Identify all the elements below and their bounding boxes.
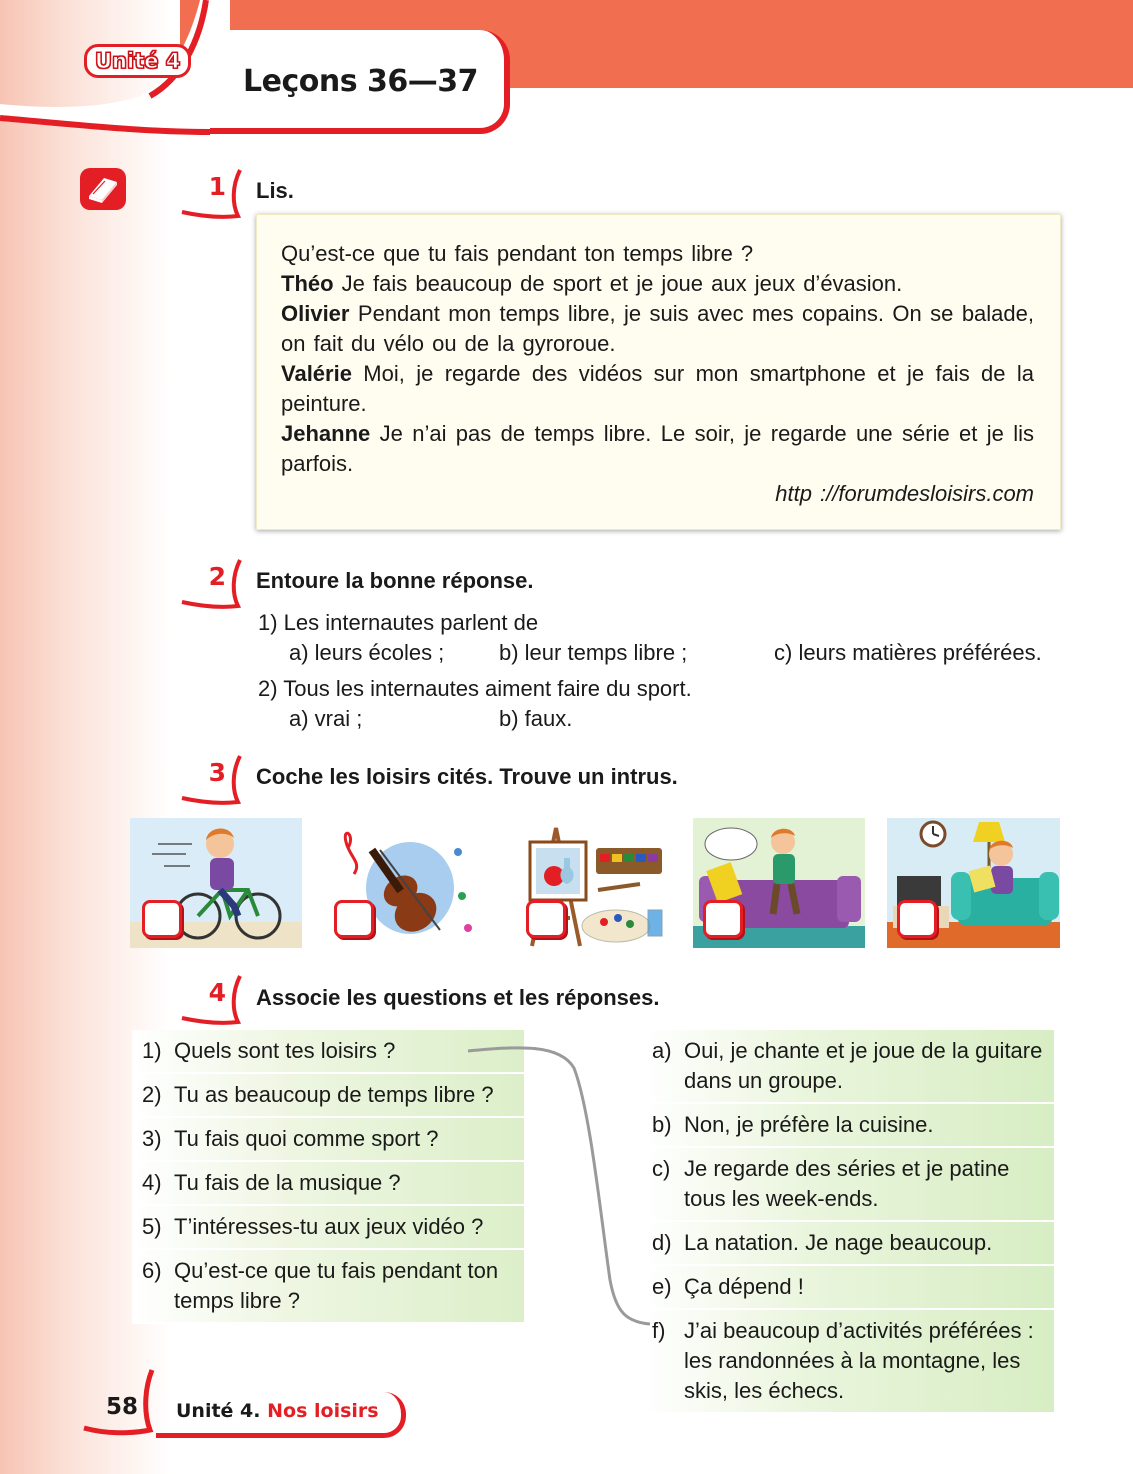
option-2-1-b[interactable]: b) leur temps libre ; [499, 640, 688, 665]
forum-question: Qu’est-ce que tu fais pendant ton temps libre ? [281, 241, 754, 266]
picture-cycling [130, 818, 302, 948]
checkbox-violin[interactable] [334, 900, 374, 938]
checkbox-smartphone[interactable] [703, 900, 743, 938]
checkbox-painting[interactable] [526, 900, 566, 938]
checkbox-tv-series[interactable] [897, 900, 937, 938]
option-2-2-b[interactable]: b) faux. [499, 706, 573, 731]
exercise-3-instruction: Coche les loisirs cités. Trouve un intrus. [256, 764, 678, 789]
picture-painting [522, 818, 670, 948]
footer-unit-title: Unité 4. Nos loisirs [176, 1400, 379, 1422]
post-valerie: Valérie Moi, je regarde des vidéos sur mon smartphone et je fais de la peinture. [281, 361, 1034, 416]
post-jehanne: Jehanne Je n’ai pas de temps libre. Le soir, je regarde une série et je lis parfois. [281, 421, 1034, 476]
checkbox-cycling[interactable] [142, 900, 182, 938]
exercise-4-instruction: Associe les questions et les réponses. [256, 985, 660, 1010]
question-2-2: 2) Tous les internautes aiment faire du sport. [258, 676, 692, 701]
lesson-title: Leçons 36—37 [243, 64, 479, 99]
answer-row-b[interactable]: b) Non, je préfère la cuisine. [644, 1104, 1054, 1148]
answer-row-c[interactable]: c) Je regarde des séries et je patine tous les week-ends. [644, 1148, 1054, 1222]
question-2-1: 1) Les internautes parlent de [258, 610, 539, 635]
exercise-2-instruction: Entoure la bonne réponse. [256, 568, 534, 593]
option-2-2-a[interactable]: a) vrai ; [289, 706, 363, 731]
book-icon [78, 166, 128, 212]
question-row-5[interactable]: 5) T’intéresses-tu aux jeux vidéo ? [132, 1206, 524, 1250]
exercise-number-1: 1 [180, 166, 250, 226]
question-row-1[interactable]: 1) Quels sont tes loisirs ? [132, 1030, 524, 1074]
question-row-4[interactable]: 4) Tu fais de la musique ? [132, 1162, 524, 1206]
answer-row-f[interactable]: f) J’ai beaucoup d’activités préférées : les randonnées à la montagne, les skis, les échecs. [644, 1310, 1054, 1414]
post-olivier: Olivier Pendant mon temps libre, je suis avec mes copains. On se balade, on fait du vélo ou de la gyroroue. [281, 301, 1034, 356]
page-number: 58 [106, 1394, 139, 1420]
option-2-1-a[interactable]: a) leurs écoles ; [289, 640, 445, 665]
unit-badge: Unité 4 [84, 44, 191, 78]
question-row-2[interactable]: 2) Tu as beaucoup de temps libre ? [132, 1074, 524, 1118]
exercise-number-4: 4 [180, 972, 250, 1032]
exercise-number-2: 2 [180, 556, 250, 616]
answer-row-e[interactable]: e) Ça dépend ! [644, 1266, 1054, 1310]
picture-violin [328, 818, 478, 948]
exercise-number-3: 3 [180, 752, 250, 812]
option-2-1-c[interactable]: c) leurs matières préférées. [774, 640, 1042, 665]
question-row-3[interactable]: 3) Tu fais quoi comme sport ? [132, 1118, 524, 1162]
answer-row-d[interactable]: d) La natation. Je nage beaucoup. [644, 1222, 1054, 1266]
exercise-1-instruction: Lis. [256, 178, 294, 203]
reading-box [256, 214, 1061, 530]
post-theo: Théo Je fais beaucoup de sport et je joue aux jeux d’évasion. [281, 271, 903, 296]
question-row-6[interactable]: 6) Qu’est-ce que tu fais pendant ton temps libre ? [132, 1250, 524, 1324]
example-match-line [460, 1040, 660, 1340]
source-url: http ://forumdesloisirs.com [775, 481, 1034, 506]
answers-column [644, 1030, 1054, 1414]
picture-tv-series [887, 818, 1060, 948]
answer-row-a[interactable]: a) Oui, je chante et je joue de la guitare dans un groupe. [644, 1030, 1054, 1104]
picture-smartphone [693, 818, 865, 948]
